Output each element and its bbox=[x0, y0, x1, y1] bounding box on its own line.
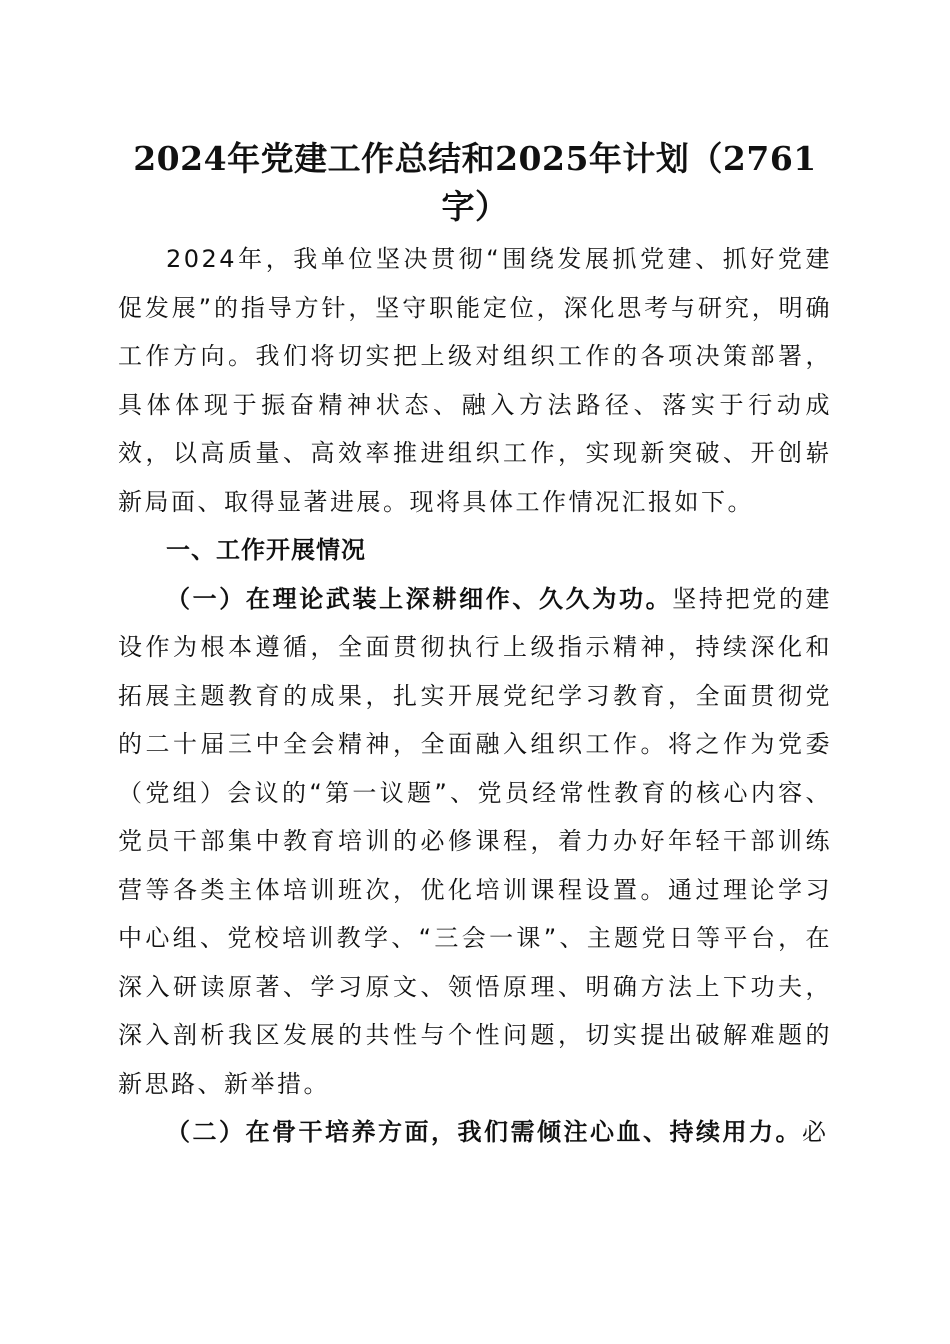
item-1-lead: （一）在理论武装上深耕细作、久久为功。 bbox=[166, 584, 673, 613]
title-block bbox=[118, 135, 832, 231]
item-2-lead: （二）在骨干培养方面，我们需倾注心血、持续用力。 bbox=[166, 1118, 802, 1146]
document-title: 2024年党建工作总结和2025年计划（2761字） bbox=[133, 139, 817, 226]
item-1-paragraph bbox=[118, 575, 832, 1109]
section-heading-1: 一、工作开展情况 bbox=[166, 536, 366, 564]
item-2-body: 必 bbox=[802, 1118, 829, 1146]
document-page bbox=[118, 135, 832, 1157]
item-2-paragraph bbox=[118, 1108, 832, 1157]
item-1-body: 坚持把党的建设作为根本遵循，全面贯彻执行上级指示精神，持续深化和拓展主题教育的成果，扎实开展党纪学习教育，全面贯彻党的二十届三中全会精神，全面融入组织工作。将之作为党委（党组）会议的“第一议题”、党员经常性教育的核心内容、党员干部集中教育培训的必修课程，着力办好年轻干部训练营等各类主体培训班次，优化培训课程设置。通过理论学习中心组、党校培训教学、“三会一课”、主题党日等平台，在深入研读原著、学习原文、领悟原理、明确方法上下功夫，深入剖析我区发展的共性与个性问题，切实提出破解难题的新思路、新举措。 bbox=[118, 584, 833, 1098]
intro-paragraph: 2024年，我单位坚决贯彻“围绕发展抓党建、抓好党建促发展”的指导方针，坚守职能定位，深化思考与研究，明确工作方向。我们将切实把上级对组织工作的各项决策部署，具体体现于振奋精神状态、融入方法路径、落实于行动成效，以高质量、高效率推进组织工作，实现新突破、开创崭新局面、取得显著进展。现将具体工作情况汇报如下。 bbox=[118, 245, 832, 516]
